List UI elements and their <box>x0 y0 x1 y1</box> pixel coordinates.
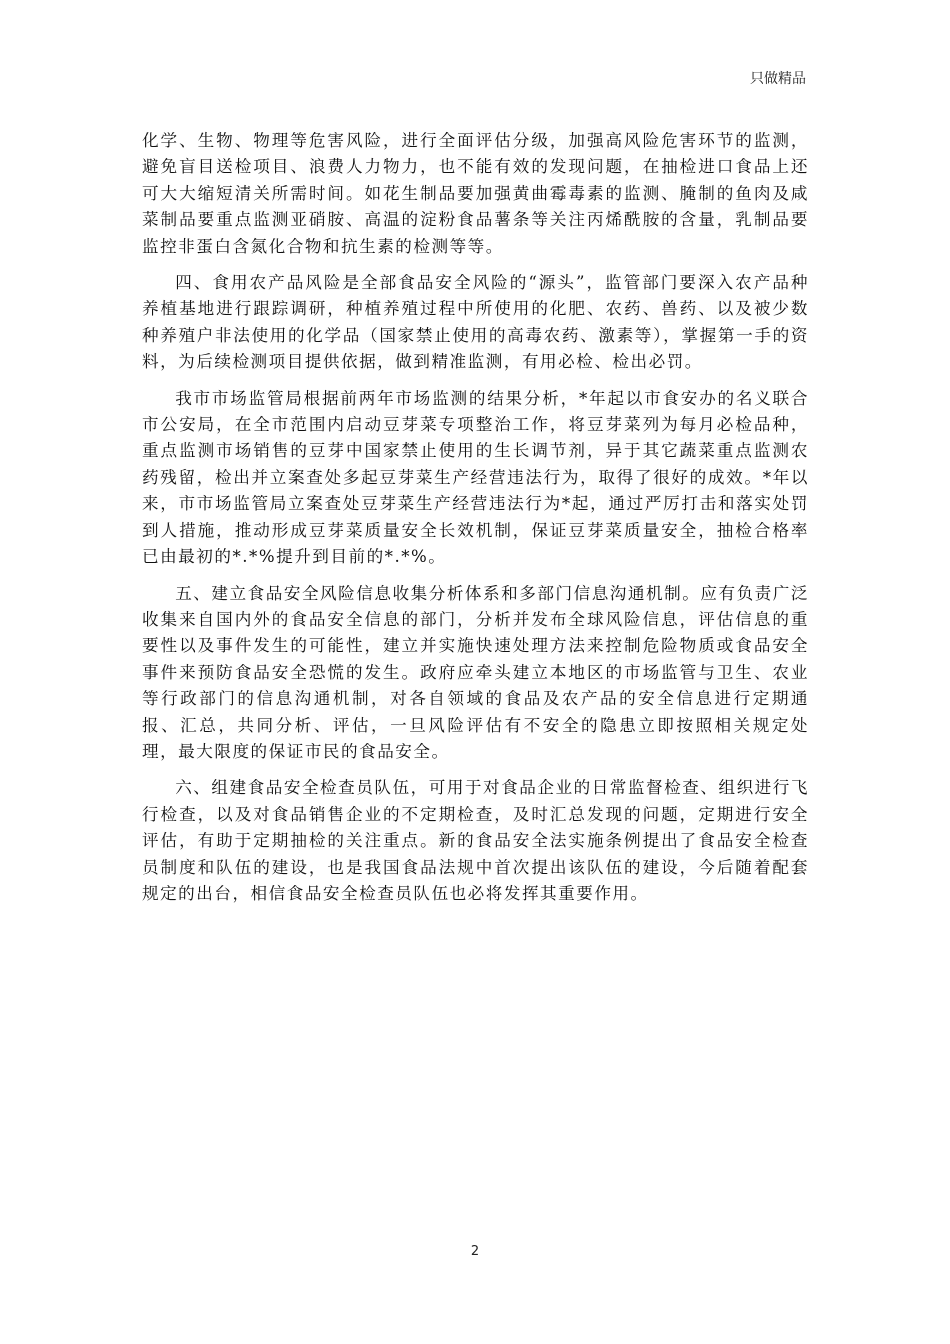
paragraph-section-six: 六、组建食品安全检查员队伍，可用于对食品企业的日常监督检查、组织进行飞行检查，以及对食品销售企业的不定期检查，及时汇总发现的问题，定期进行安全评估，有助于定期抽检的关注重点。新的食品安全法实施条例提出了食品安全检查员制度和队伍的建设，也是我国食品法规中首次提出该队伍的建设，今后随着配套规定的出台，相信食品安全检查员队伍也必将发挥其重要作用。 <box>142 778 809 903</box>
header-note: 只做精品 <box>750 71 806 87</box>
paragraph-section-five: 五、建立食品安全风险信息收集分析体系和多部门信息沟通机制。应有负责广泛收集来自国内外的食品安全信息的部门，分析并发布全球风险信息，评估信息的重要性以及事件发生的可能性，建立并实施快速处理方法来控制危险物质或食品安全事件来预防食品安全恐慌的发生。政府应牵头建立本地区的市场监管与卫生、农业等行政部门的信息沟通机制，对各自领域的食品及农产品的安全信息进行定期通报、汇总，共同分析、评估，一旦风险评估有不安全的隐患立即按照相关规定处理，最大限度的保证市民的食品安全。 <box>142 583 809 761</box>
paragraph-case-example: 我市市场监管局根据前两年市场监测的结果分析，*年起以市食安办的名义联合市公安局，在全市范围内启动豆芽菜专项整治工作，将豆芽菜列为每月必检品种，重点监测市场销售的豆芽中国家禁止使用的生长调节剂，异于其它蔬菜重点监测农药残留，检出并立案查处多起豆芽菜生产经营违法行为，取得了很好的成效。*年以来，市市场监管局立案查处豆芽菜生产经营违法行为*起，通过严厉打击和落实处罚到人措施，推动形成豆芽菜质量安全长效机制，保证豆芽菜质量安全，抽检合格率已由最初的*.*%提升到目前的*.*%。 <box>142 388 809 567</box>
page-number: 2 <box>470 1244 480 1259</box>
paragraph-section-four: 四、食用农产品风险是全部食品安全风险的“源头”，监管部门要深入农产品种养植基地进行跟踪调研，种植养殖过程中所使用的化肥、农药、兽药、以及被少数种养殖户非法使用的化学品（国家禁止使用的高毒农药、激素等），掌握第一手的资料，为后续检测项目提供依据，做到精准监测，有用必检、检出必罚。 <box>142 273 809 372</box>
document-body <box>142 128 809 917</box>
paragraph-continuation: 化学、生物、物理等危害风险，进行全面评估分级，加强高风险危害环节的监测，避免盲目送检项目、浪费人力物力，也不能有效的发现问题，在抽检进口食品上还可大大缩短清关所需时间。如花生制品要加强黄曲霉毒素的监测、腌制的鱼肉及咸菜制品要重点监测亚硝胺、高温的淀粉食品薯条等关注丙烯酰胺的含量，乳制品要监控非蛋白含氮化合物和抗生素的检测等等。 <box>142 131 809 256</box>
